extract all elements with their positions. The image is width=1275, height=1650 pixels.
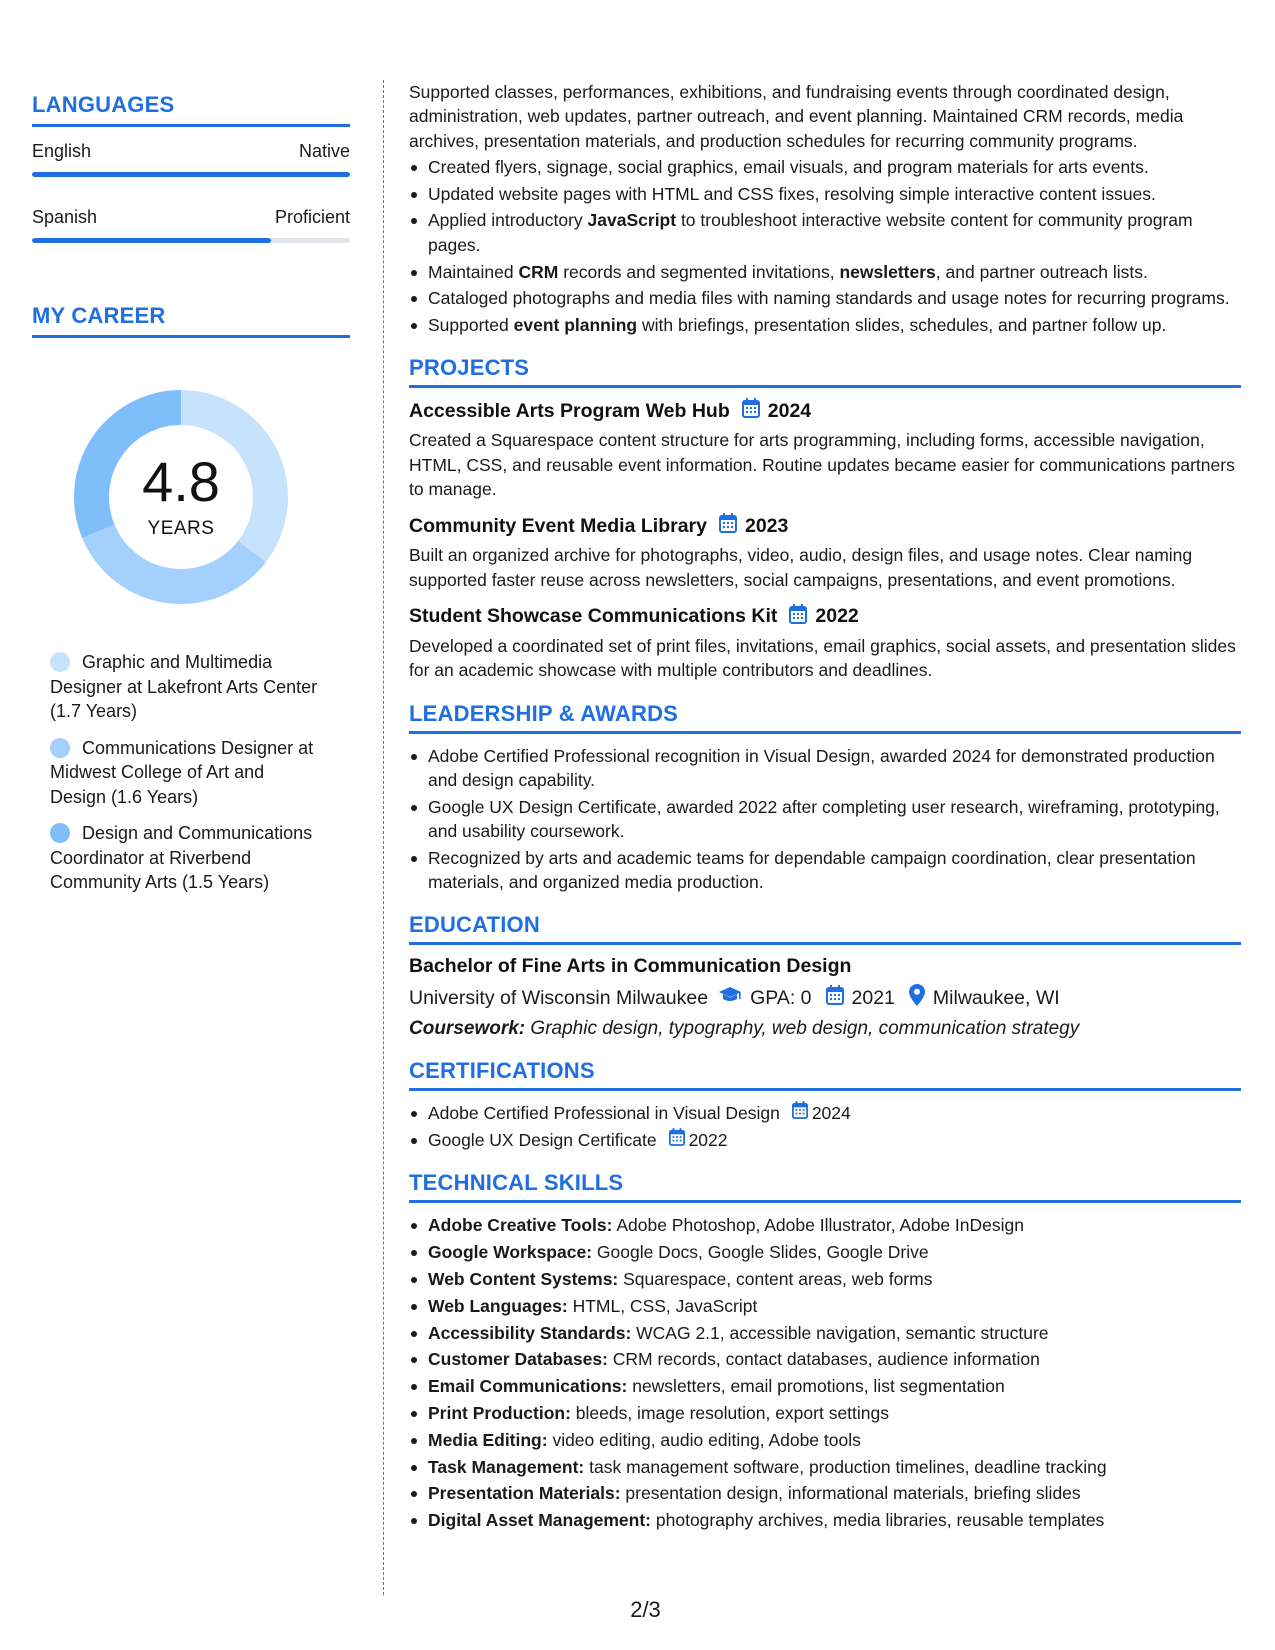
bullet-bold: event planning [513, 315, 638, 336]
list-item [409, 286, 1241, 310]
legend-item [50, 736, 322, 810]
skill-label: Web Content Systems: [428, 1269, 619, 1290]
page-number: 2/3 [630, 1597, 661, 1622]
skill-label: Media Editing: [428, 1429, 548, 1450]
list-item: Recognized by arts and academic teams for dependable campaign coordination, clear presentation materials, and organized media production. [409, 846, 1241, 895]
skill-label: Adobe Creative Tools: [428, 1215, 613, 1236]
list-item [409, 1481, 1241, 1505]
legend-dot-icon [50, 652, 70, 672]
leadership-heading: LEADERSHIP & AWARDS [409, 701, 1241, 734]
languages-heading: LANGUAGES [32, 92, 350, 127]
language-name: Spanish [32, 207, 98, 227]
legend-label: Communications Designer at Midwest College of Art and Design (1.6 Years) [50, 737, 314, 807]
project-year: 2022 [815, 605, 859, 628]
education-section [409, 912, 1241, 1040]
education-details [409, 984, 1241, 1012]
bullet-text: Supported [428, 315, 514, 336]
career-total-unit: YEARS [147, 518, 215, 539]
skill-value: Google Docs, Google Slides, Google Drive [592, 1242, 929, 1263]
career-donut-chart [66, 382, 296, 612]
coursework-text: Graphic design, typography, web design, communication strategy [525, 1018, 1080, 1040]
skills-section [409, 1170, 1241, 1532]
certifications-heading: CERTIFICATIONS [409, 1058, 1241, 1091]
skill-value: photography archives, media libraries, reusable templates [651, 1510, 1105, 1531]
project-year: 2023 [744, 514, 789, 537]
skill-label: Presentation Materials: [428, 1483, 621, 1504]
list-item [409, 1128, 1241, 1152]
project-title: Community Event Media Library [409, 514, 707, 537]
list-item [409, 1321, 1241, 1345]
list-item [409, 1401, 1241, 1425]
list-item [409, 1240, 1241, 1264]
skill-value: newsletters, email promotions, list segmentation [627, 1376, 1005, 1397]
list-item: Adobe Certified Professional recognition in Visual Design, awarded 2024 for demonstrated production and design capability. [409, 744, 1241, 793]
legend-dot-icon [50, 823, 70, 843]
calendar-icon [742, 398, 760, 424]
coursework-label: Coursework: [409, 1018, 526, 1040]
list-item [409, 208, 1241, 257]
cert-name: Adobe Certified Professional in Visual Design [428, 1103, 780, 1124]
list-item [409, 1267, 1241, 1291]
skill-value: task management software, production timelines, deadline tracking [584, 1456, 1107, 1477]
cert-year: 2022 [688, 1130, 728, 1151]
leadership-section [409, 701, 1241, 895]
language-level-bar [32, 172, 350, 177]
experience-section [409, 80, 1241, 337]
project-title-row [409, 513, 1241, 539]
list-item [409, 1294, 1241, 1318]
education-location: Milwaukee, WI [932, 986, 1060, 1009]
legend-label: Graphic and Multimedia Designer at Lakefront Arts Center (1.7 Years) [50, 652, 318, 721]
skill-label: Accessibility Standards: [428, 1322, 632, 1343]
bullet-text: Cataloged photographs and media files with naming standards and usage notes for recurring programs. [428, 288, 1230, 309]
language-name: English [32, 141, 92, 161]
project-year: 2024 [767, 399, 812, 422]
skill-value: CRM records, contact databases, audience information [607, 1349, 1040, 1370]
skills-heading: TECHNICAL SKILLS [409, 1170, 1241, 1203]
legend-label: Design and Communications Coordinator at Riverbend Community Arts (1.5 Years) [50, 823, 313, 892]
education-coursework [409, 1018, 1241, 1040]
experience-summary: Supported classes, performances, exhibitions, and fundraising events through coordinated design, administration, web updates, partner outreach, and event planning. Maintained CRM records, media archives, presentation materials, and production schedules for recurring community programs. [409, 82, 1184, 151]
projects-heading: PROJECTS [409, 355, 1241, 388]
project-item [409, 513, 1241, 592]
education-heading: EDUCATION [409, 912, 1241, 945]
bullet-bold: JavaScript [587, 210, 677, 231]
cert-name: Google UX Design Certificate [428, 1130, 657, 1151]
calendar-icon [792, 1101, 808, 1125]
list-item [409, 1347, 1241, 1371]
calendar-icon [669, 1128, 685, 1152]
project-description: Built an organized archive for photographs, video, audio, design files, and usage notes. Clear naming supported faster reuse across newsletters, social campaigns, presentations, and event promotions. [409, 545, 1193, 590]
language-level: Native [298, 141, 350, 161]
list-item [409, 1374, 1241, 1398]
list-item [409, 313, 1241, 337]
skill-label: Customer Databases: [428, 1349, 608, 1370]
career-total-years: 4.8 [142, 450, 220, 513]
language-level-bar [32, 238, 350, 243]
education-degree: Bachelor of Fine Arts in Communication Design [409, 955, 852, 978]
calendar-icon [789, 604, 807, 630]
skill-label: Digital Asset Management: [428, 1510, 652, 1531]
career-legend [32, 650, 322, 895]
certifications-section [409, 1058, 1241, 1152]
education-gpa: GPA: 0 [750, 986, 812, 1009]
graduation-cap-icon [718, 986, 742, 1010]
list-item [409, 1213, 1241, 1237]
certifications-list [409, 1101, 1241, 1152]
project-item [409, 604, 1241, 683]
main-content [409, 80, 1241, 1535]
bullet-text: Applied introductory [428, 210, 588, 231]
skill-value: HTML, CSS, JavaScript [567, 1295, 758, 1316]
skill-label: Web Languages: [428, 1295, 568, 1316]
bullet-text: with briefings, presentation slides, schedules, and partner follow up. [637, 315, 1167, 336]
bullet-text: Updated website pages with HTML and CSS fixes, resolving simple interactive content issues. [428, 183, 1156, 204]
skills-list [409, 1213, 1241, 1532]
language-english [32, 141, 350, 177]
list-item [409, 155, 1241, 179]
list-item [409, 182, 1241, 206]
column-divider [383, 80, 384, 1595]
calendar-icon [826, 985, 844, 1011]
sidebar [32, 92, 350, 907]
skill-label: Print Production: [428, 1403, 571, 1423]
bullet-text: Maintained [428, 261, 519, 282]
language-spanish [32, 207, 350, 243]
project-title: Student Showcase Communications Kit [409, 605, 778, 628]
legend-item [50, 821, 322, 895]
project-item [409, 398, 1241, 501]
bullet-bold: newsletters [839, 261, 936, 282]
language-level-fill [32, 172, 350, 177]
skill-label: Task Management: [428, 1456, 585, 1477]
education-year: 2021 [851, 986, 895, 1009]
legend-item [50, 650, 322, 724]
skill-value: WCAG 2.1, accessible navigation, semantic structure [631, 1322, 1049, 1343]
project-title-row [409, 398, 1241, 424]
skill-label: Google Workspace: [428, 1242, 593, 1263]
calendar-icon [719, 513, 737, 539]
bullet-text: to troubleshoot interactive website content for community program pages. [428, 210, 1193, 255]
career-heading: MY CAREER [32, 303, 350, 338]
skill-value: Squarespace, content areas, web forms [618, 1269, 933, 1290]
language-level-fill [32, 238, 271, 243]
language-level: Proficient [274, 207, 350, 227]
skill-label: Email Communications: [428, 1376, 628, 1397]
bullet-bold: CRM [518, 261, 559, 282]
list-item [409, 1508, 1241, 1532]
bullet-text: Created flyers, signage, social graphics, email visuals, and program materials for arts events. [428, 156, 1149, 177]
bullet-text: , and partner outreach lists. [935, 261, 1148, 282]
skill-value: bleeds, image resolution, export settings [570, 1403, 889, 1423]
list-item [409, 1428, 1241, 1452]
bullet-text: records and segmented invitations, [558, 261, 840, 282]
project-title: Accessible Arts Program Web Hub [409, 399, 730, 422]
leadership-list [409, 744, 1241, 895]
experience-bullets [409, 155, 1241, 338]
list-item [409, 1101, 1241, 1125]
list-item [409, 1455, 1241, 1479]
cert-year: 2024 [811, 1103, 851, 1124]
skill-value: Adobe Photoshop, Adobe Illustrator, Adobe InDesign [612, 1215, 1024, 1236]
skill-value: presentation design, informational materials, briefing slides [620, 1483, 1081, 1504]
legend-dot-icon [50, 738, 70, 758]
list-item: Google UX Design Certificate, awarded 2022 after completing user research, wireframing, prototyping, and usability coursework. [409, 795, 1241, 844]
list-item [409, 260, 1241, 284]
project-description: Developed a coordinated set of print files, invitations, email graphics, social assets, and presentation slides for an academic showcase with multiple contributors and deadlines. [409, 635, 1236, 681]
project-title-row [409, 604, 1241, 630]
projects-section [409, 355, 1241, 682]
project-description: Created a Squarespace content structure for arts programming, including forms, accessible navigation, HTML, CSS, and reusable event information. Routine updates became easier for communications partners to manage. [409, 430, 1235, 500]
location-pin-icon [909, 984, 925, 1012]
skill-value: video editing, audio editing, Adobe tools [547, 1429, 861, 1450]
education-school: University of Wisconsin Milwaukee [409, 986, 709, 1009]
